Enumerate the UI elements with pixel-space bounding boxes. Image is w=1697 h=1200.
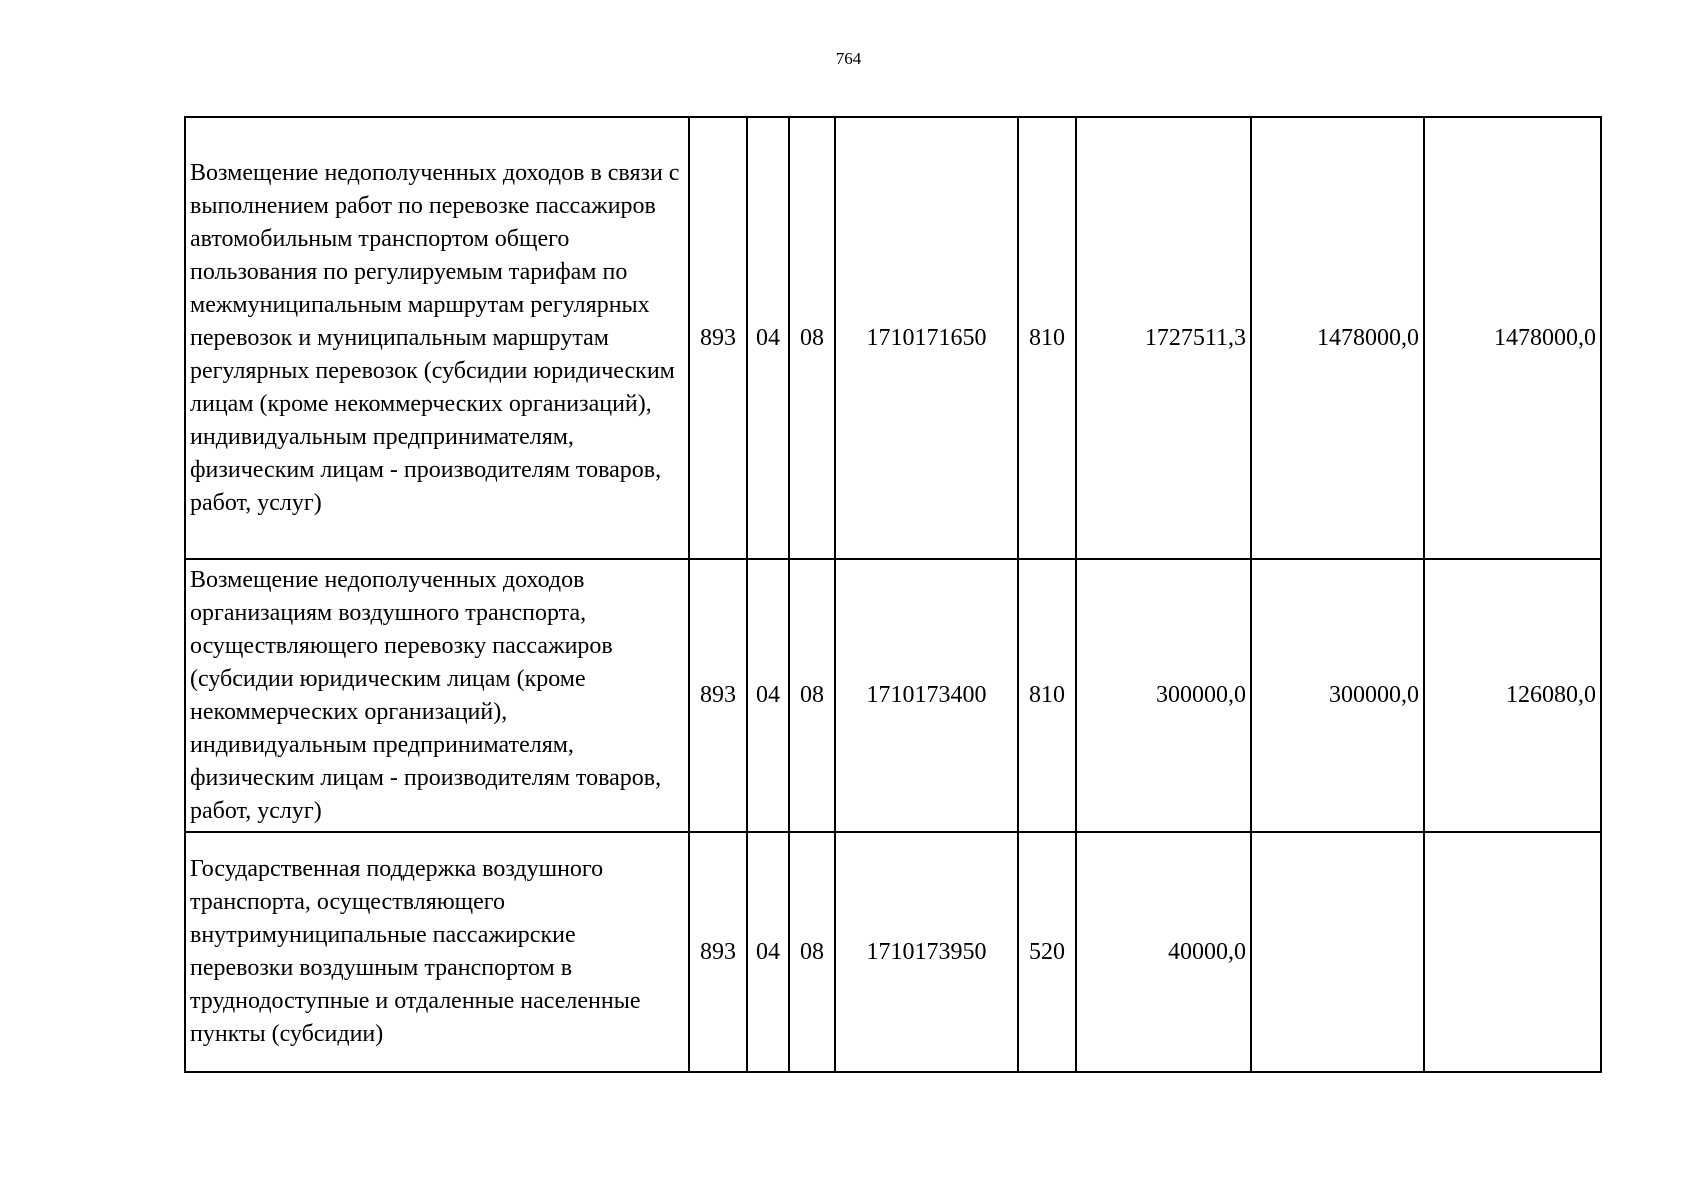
subsection-code: 08 <box>789 559 835 832</box>
section-code: 04 <box>747 832 789 1072</box>
row-description: Возмещение недополученных доходов организациям воздушного транспорта, осуществляющего перевозку пассажиров (субсидии юридическим лицам (кроме некоммерческих организаций), индивидуальным предпринимателям, физическим лицам - производителям товаров, работ, услуг) <box>185 559 689 832</box>
amount-1: 40000,0 <box>1076 832 1251 1072</box>
table-row <box>185 559 1601 832</box>
row-description: Государственная поддержка воздушного транспорта, осуществляющего внутримуниципальные пассажирские перевозки воздушным транспортом в труднодоступные и отдаленные населенные пункты (субсидии) <box>185 832 689 1072</box>
amount-1: 1727511,3 <box>1076 117 1251 559</box>
row-description: Возмещение недополученных доходов в связи с выполнением работ по перевозке пассажиров автомобильным транспортом общего пользования по регулируемым тарифам по межмуниципальным маршрутам регулярных перевозок и муниципальным маршрутам регулярных перевозок (субсидии юридическим лицам (кроме некоммерческих организаций), индивидуальным предпринимателям, физическим лицам - производителям товаров, работ, услуг) <box>185 117 689 559</box>
amount-3 <box>1424 832 1601 1072</box>
table-row <box>185 832 1601 1072</box>
amount-3: 1478000,0 <box>1424 117 1601 559</box>
subsection-code: 08 <box>789 117 835 559</box>
amount-1: 300000,0 <box>1076 559 1251 832</box>
amount-3: 126080,0 <box>1424 559 1601 832</box>
expense-type-code: 810 <box>1018 117 1076 559</box>
amount-2: 300000,0 <box>1251 559 1424 832</box>
expense-type-code: 520 <box>1018 832 1076 1072</box>
section-code: 04 <box>747 117 789 559</box>
page-number: 764 <box>835 49 862 68</box>
budget-table <box>184 116 1602 1073</box>
ministry-code: 893 <box>689 117 747 559</box>
amount-2 <box>1251 832 1424 1072</box>
target-article-code: 1710173400 <box>835 559 1018 832</box>
amount-2: 1478000,0 <box>1251 117 1424 559</box>
ministry-code: 893 <box>689 559 747 832</box>
subsection-code: 08 <box>789 832 835 1072</box>
ministry-code: 893 <box>689 832 747 1072</box>
target-article-code: 1710171650 <box>835 117 1018 559</box>
section-code: 04 <box>747 559 789 832</box>
table-row <box>185 117 1601 559</box>
expense-type-code: 810 <box>1018 559 1076 832</box>
target-article-code: 1710173950 <box>835 832 1018 1072</box>
